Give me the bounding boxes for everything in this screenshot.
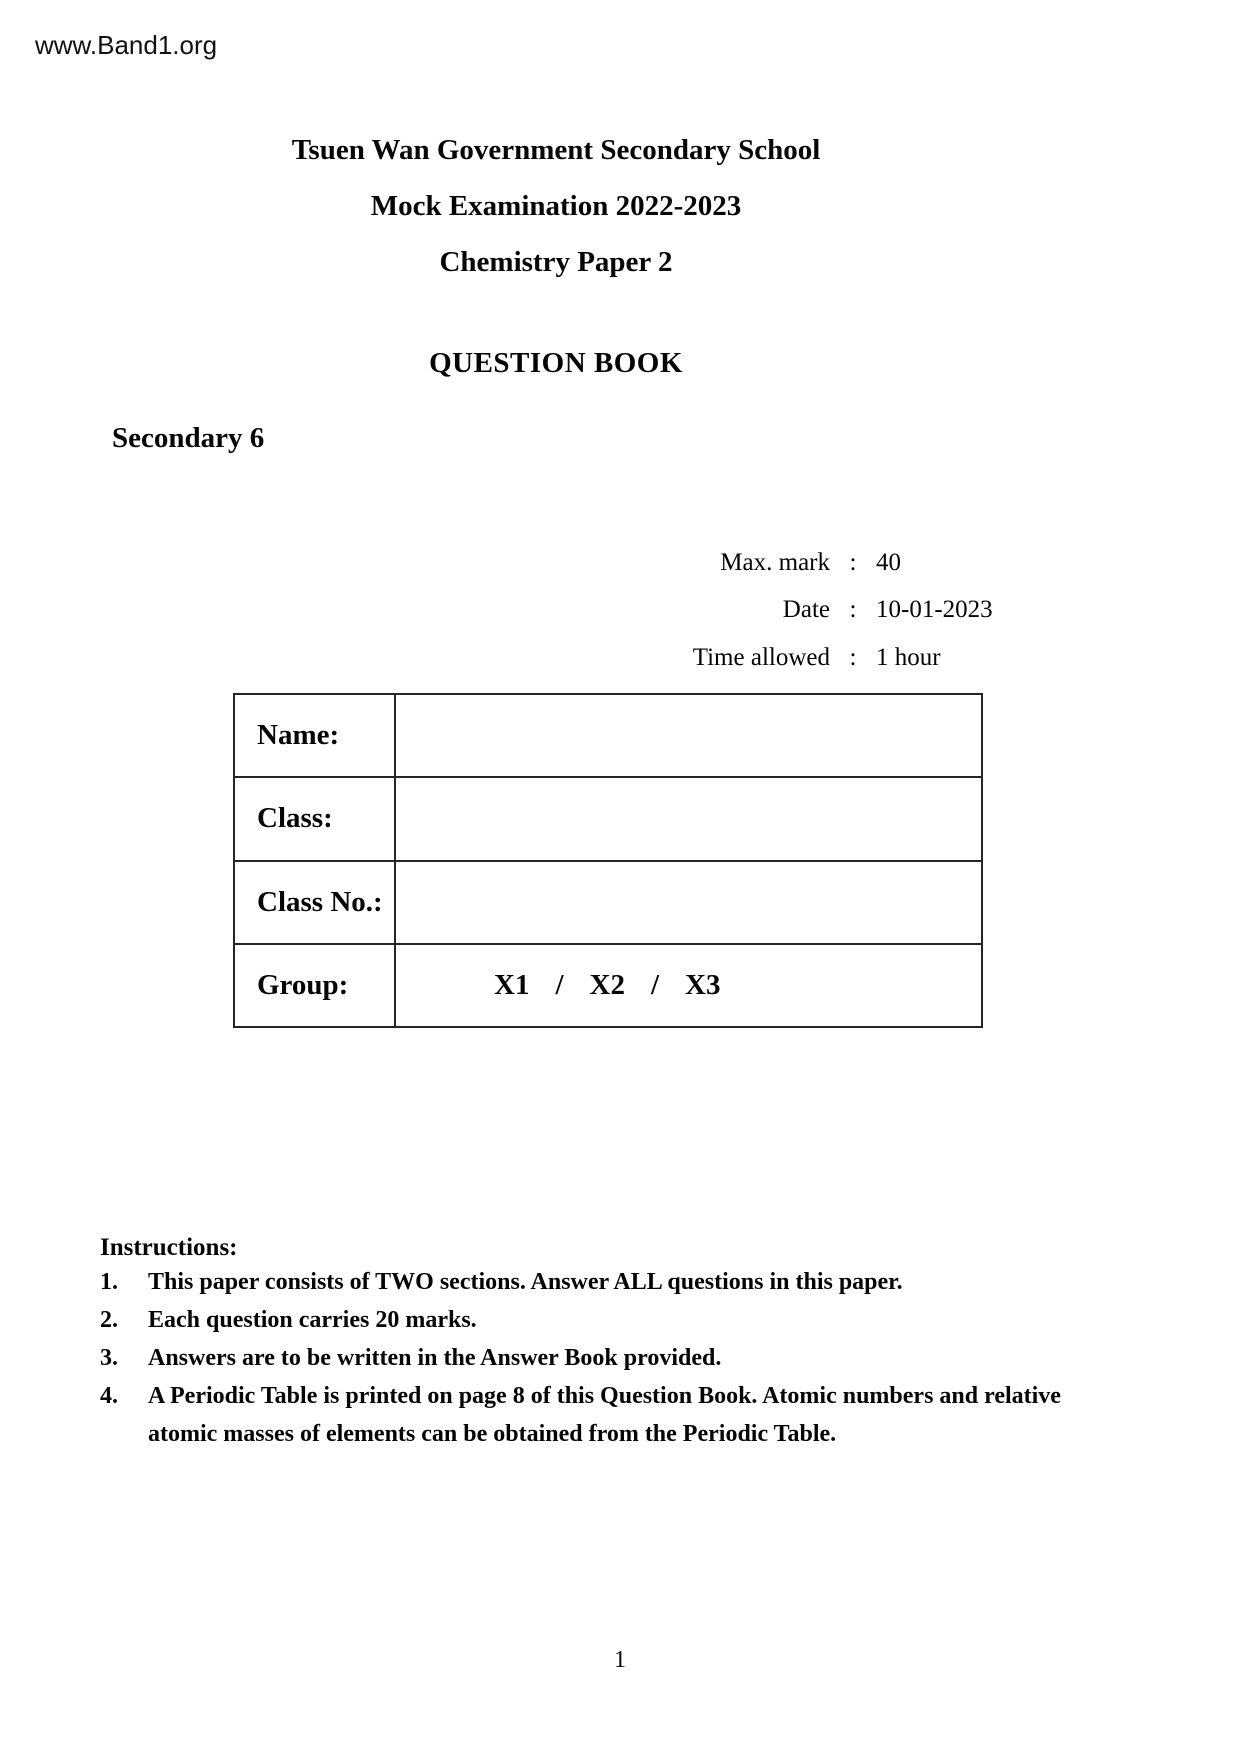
group-option-x2: X2	[589, 968, 625, 1001]
group-separator: /	[650, 968, 660, 1001]
instruction-text: Each question carries 20 marks.	[148, 1307, 477, 1333]
question-book-title: QUESTION BOOK	[429, 347, 683, 379]
date-colon: :	[849, 596, 857, 623]
class-field	[396, 778, 981, 859]
name-field	[396, 695, 981, 776]
date-label: Date	[782, 596, 830, 623]
exam-title: Mock Examination 2022-2023	[370, 190, 742, 222]
class-no-label: Class No.:	[235, 862, 396, 943]
instruction-number: 4.	[100, 1383, 118, 1409]
time-allowed-row	[0, 644, 1240, 672]
max-mark-row	[0, 549, 1240, 577]
paper-title: Chemistry Paper 2	[439, 246, 673, 278]
group-option-x3: X3	[685, 968, 721, 1001]
group-label: Group:	[235, 945, 396, 1026]
class-label: Class:	[235, 778, 396, 859]
instruction-item-1	[100, 1263, 1230, 1301]
watermark: www.Band1.org	[35, 30, 218, 60]
instruction-number: 3.	[100, 1345, 118, 1371]
group-field	[396, 945, 981, 1026]
group-option-x1: X1	[494, 968, 530, 1001]
class-no-field	[396, 862, 981, 943]
table-row-class-no	[235, 860, 981, 943]
instruction-text: Answers are to be written in the Answer Book provided.	[148, 1345, 722, 1371]
table-row-name	[235, 695, 981, 776]
instruction-number: 2.	[100, 1307, 118, 1333]
max-mark-colon: :	[849, 549, 857, 576]
group-separator: /	[555, 968, 564, 1001]
table-row-class	[235, 776, 981, 859]
instructions-heading: Instructions:	[100, 1234, 238, 1261]
instruction-text: A Periodic Table is printed on page 8 of this Question Book. Atomic numbers and relative atomic masses of elements can be obtained from the Periodic Table.	[148, 1383, 1061, 1447]
student-info-table	[233, 693, 983, 1028]
instruction-item-2	[100, 1301, 1230, 1339]
time-allowed-colon: :	[849, 644, 857, 671]
instruction-item-3	[100, 1339, 1230, 1377]
instruction-text: This paper consists of TWO sections. Answer ALL questions in this paper.	[148, 1269, 903, 1295]
date-row	[0, 596, 1240, 624]
page-number: 1	[614, 1647, 626, 1673]
name-label: Name:	[235, 695, 396, 776]
table-row-group	[235, 943, 981, 1026]
time-allowed-label: Time allowed	[692, 644, 830, 671]
level-label: Secondary 6	[112, 422, 265, 454]
date-value: 10-01-2023	[876, 596, 993, 623]
instruction-item-4	[100, 1377, 1230, 1453]
max-mark-label: Max. mark	[720, 549, 830, 576]
max-mark-value: 40	[876, 549, 901, 576]
instruction-number: 1.	[100, 1269, 118, 1295]
time-allowed-value: 1 hour	[876, 644, 941, 671]
instructions-list	[100, 1263, 1230, 1453]
school-name: Tsuen Wan Government Secondary School	[291, 134, 821, 166]
